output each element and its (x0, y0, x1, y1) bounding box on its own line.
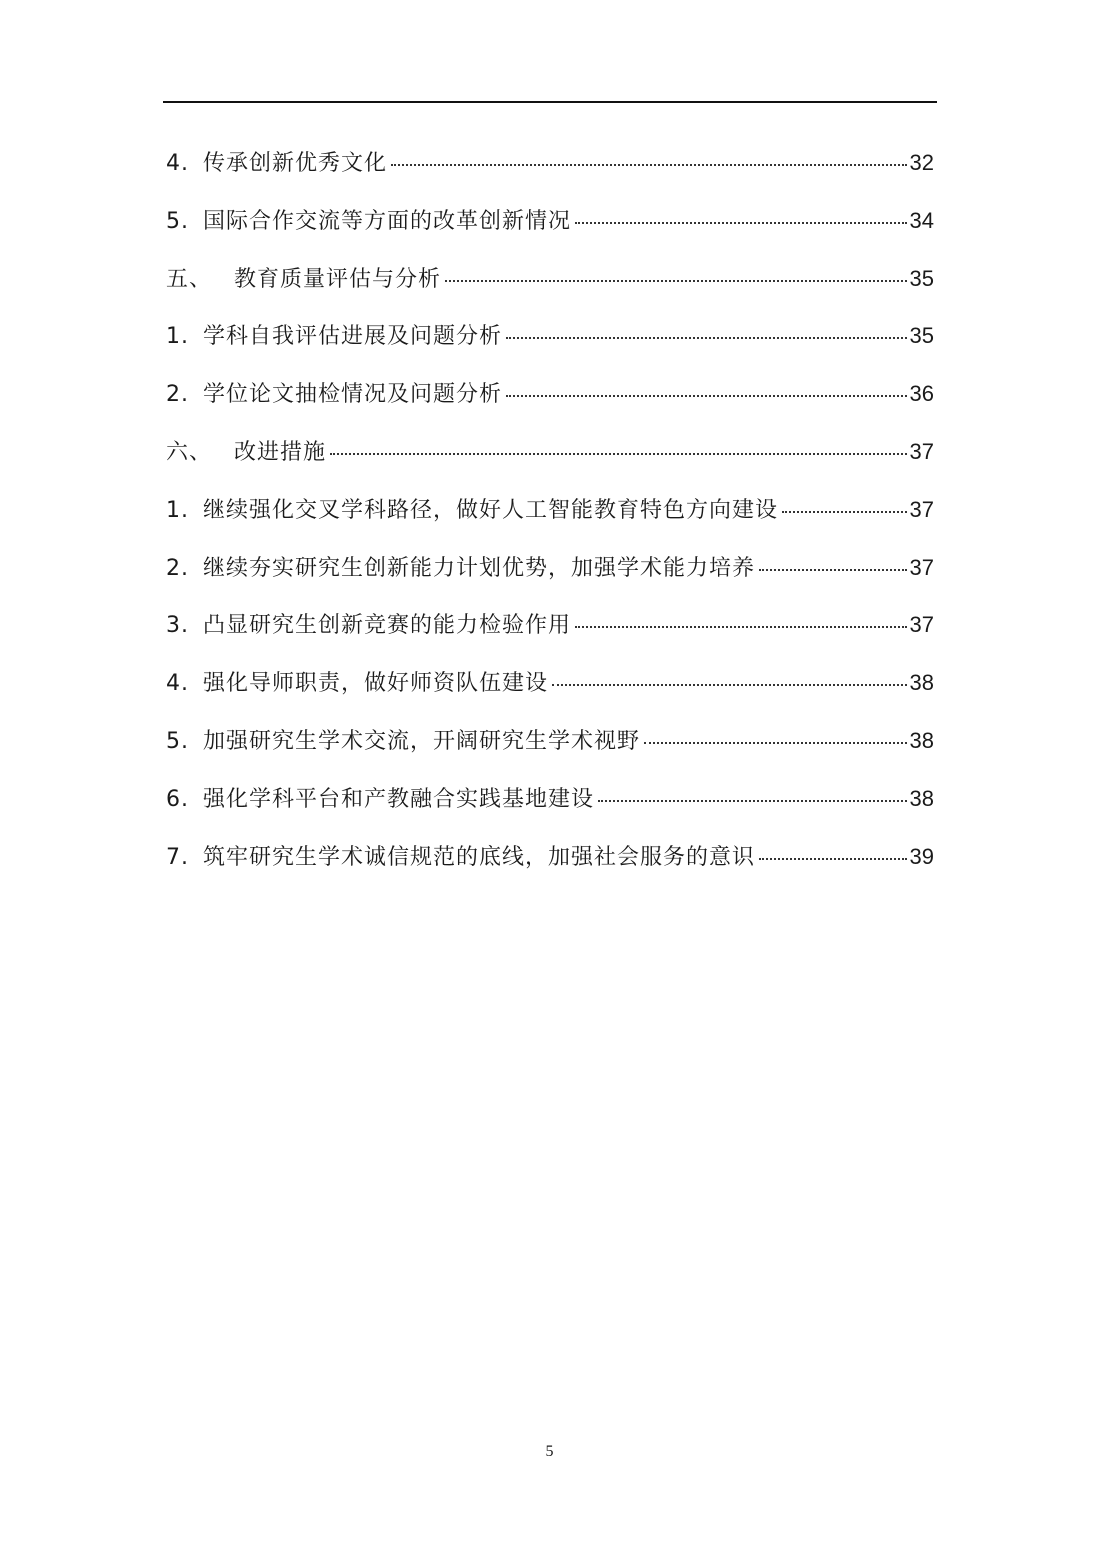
toc-entry-title: 学位论文抽检情况及问题分析 (203, 382, 503, 408)
toc-dot-leader (644, 742, 907, 744)
toc-entry[interactable] (166, 485, 934, 543)
toc-entry-title: 继续强化交叉学科路径，做好人工智能教育特色方向建设 (203, 497, 779, 523)
toc-entry-number: 4. (166, 151, 189, 176)
toc-entry-page: 36 (909, 381, 934, 407)
toc-entry[interactable] (166, 427, 934, 485)
toc-entry[interactable] (166, 254, 934, 312)
toc-entry-title: 改进措施 (234, 439, 327, 465)
toc-dot-leader (552, 684, 907, 686)
toc-dot-leader (330, 453, 906, 455)
toc-dot-leader (575, 222, 907, 224)
toc-dot-leader (506, 337, 907, 339)
toc-dot-leader (445, 280, 906, 282)
toc-entry[interactable] (166, 716, 934, 774)
toc-entry-number: 六、 (166, 439, 213, 465)
toc-entry-title: 强化导师职责，做好师资队伍建设 (203, 671, 549, 697)
toc-entry-title: 继续夯实研究生创新能力计划优势，加强学术能力培养 (203, 555, 756, 581)
toc-entry-title: 教育质量评估与分析 (234, 266, 442, 292)
toc-entry-page: 37 (909, 612, 934, 638)
toc-entry-number: 5. (166, 208, 189, 234)
toc-dot-leader (598, 800, 907, 802)
toc-entry-number: 1. (166, 497, 189, 523)
toc-dot-leader (759, 569, 907, 571)
toc-entry[interactable] (166, 774, 934, 832)
toc-entry[interactable] (166, 658, 934, 716)
toc-entry-page: 39 (909, 843, 934, 869)
toc-entry-title: 传承创新优秀文化 (203, 151, 388, 176)
toc-dot-leader (759, 858, 907, 860)
toc-entry-number: 2. (166, 382, 189, 408)
toc-entry-page: 35 (909, 265, 934, 291)
toc-entry-page: 32 (909, 150, 934, 175)
toc-entry[interactable] (166, 311, 934, 369)
toc-entry-page: 37 (909, 554, 934, 580)
toc-entry-title: 强化学科平台和产教融合实践基地建设 (203, 786, 595, 812)
toc-entry-page: 38 (909, 785, 934, 811)
toc-entry-number: 5. (166, 728, 189, 754)
toc-entry-title: 筑牢研究生学术诚信规范的底线，加强社会服务的意识 (203, 844, 756, 870)
toc-entry-page: 35 (909, 323, 934, 349)
toc-dot-leader (391, 164, 907, 166)
toc-entry[interactable] (166, 369, 934, 427)
page-number: 5 (545, 1443, 554, 1460)
toc-entry-number: 五、 (166, 266, 213, 292)
toc-entry-page: 37 (909, 438, 934, 464)
toc-entry-number: 1. (166, 324, 189, 350)
toc-entry-title: 国际合作交流等方面的改革创新情况 (203, 208, 572, 234)
toc-entry-title: 学科自我评估进展及问题分析 (203, 324, 503, 350)
toc-entry-number: 3. (166, 613, 189, 639)
toc-entry-number: 6. (166, 786, 189, 812)
toc-entry[interactable] (166, 832, 934, 890)
header-rule (163, 101, 937, 103)
toc-dot-leader (575, 626, 907, 628)
toc-dot-leader (506, 395, 907, 397)
toc-entry-number: 2. (166, 555, 189, 581)
toc-entry-page: 34 (909, 207, 934, 233)
toc-dot-leader (782, 511, 907, 513)
toc-entry-title: 凸显研究生创新竞赛的能力检验作用 (203, 613, 572, 639)
toc-entry-page: 38 (909, 670, 934, 696)
toc-entry[interactable] (166, 138, 934, 196)
toc-entry[interactable] (166, 543, 934, 601)
toc-entry-page: 37 (909, 496, 934, 522)
table-of-contents (166, 138, 934, 889)
toc-entry-title: 加强研究生学术交流，开阔研究生学术视野 (203, 728, 641, 754)
toc-entry-page: 38 (909, 727, 934, 753)
toc-entry[interactable] (166, 600, 934, 658)
toc-entry[interactable] (166, 196, 934, 254)
toc-entry-number: 4. (166, 671, 189, 697)
toc-entry-number: 7. (166, 844, 189, 870)
